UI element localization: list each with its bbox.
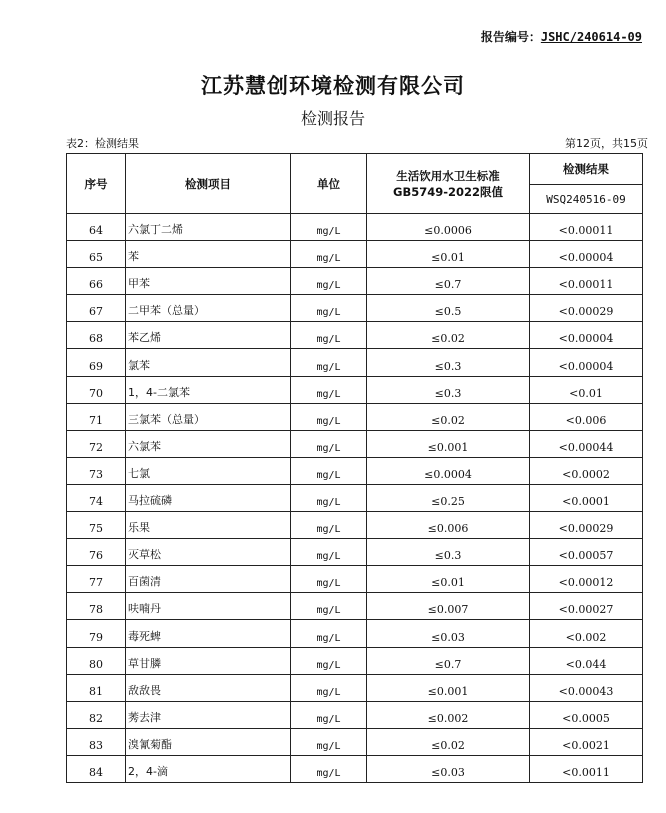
- row-limit-cell: ≤0.0004: [367, 457, 530, 484]
- row-unit-cell: mg/L: [291, 295, 367, 322]
- row-result-cell: <0.0011: [530, 755, 643, 782]
- row-item-cell: 草甘膦: [126, 647, 291, 674]
- row-seq-cell: 67: [67, 295, 126, 322]
- row-seq-cell: 74: [67, 484, 126, 511]
- table-row: [67, 349, 643, 376]
- row-seq-cell: 77: [67, 566, 126, 593]
- row-limit-cell: ≤0.01: [367, 241, 530, 268]
- row-unit-cell: mg/L: [291, 430, 367, 457]
- table-row: [67, 620, 643, 647]
- row-seq-cell: 66: [67, 268, 126, 295]
- row-item-cell: 乐果: [126, 512, 291, 539]
- row-unit-cell: mg/L: [291, 620, 367, 647]
- row-limit-cell: ≤0.001: [367, 430, 530, 457]
- row-seq-cell: 82: [67, 701, 126, 728]
- table-row: [67, 241, 643, 268]
- row-result-cell: <0.0002: [530, 457, 643, 484]
- report-number-label: 报告编号：: [480, 30, 541, 44]
- row-unit-cell: mg/L: [291, 593, 367, 620]
- row-limit-cell: ≤0.3: [367, 539, 530, 566]
- row-result-cell: <0.0005: [530, 701, 643, 728]
- row-result-cell: <0.00012: [530, 566, 643, 593]
- row-unit-cell: mg/L: [291, 349, 367, 376]
- row-limit-cell: ≤0.002: [367, 701, 530, 728]
- row-result-cell: <0.00043: [530, 674, 643, 701]
- row-result-cell: <0.00011: [530, 214, 643, 241]
- row-result-cell: <0.00011: [530, 268, 643, 295]
- row-result-cell: <0.00027: [530, 593, 643, 620]
- results-table: [66, 153, 643, 783]
- row-unit-cell: mg/L: [291, 512, 367, 539]
- row-result-cell: <0.00029: [530, 295, 643, 322]
- col-header-unit: 单位: [291, 154, 367, 214]
- row-item-cell: 百菌清: [126, 566, 291, 593]
- table-row: [67, 457, 643, 484]
- row-item-cell: 莠去津: [126, 701, 291, 728]
- row-seq-cell: 83: [67, 728, 126, 755]
- table-row: [67, 512, 643, 539]
- row-seq-cell: 71: [67, 403, 126, 430]
- company-name: 江苏慧创环境检测有限公司: [201, 74, 465, 98]
- report-number: [481, 28, 642, 45]
- table-row: [67, 430, 643, 457]
- row-limit-cell: ≤0.006: [367, 512, 530, 539]
- row-item-cell: 2，4-滴: [126, 755, 291, 782]
- table-caption: 表2：检测结果: [66, 137, 139, 150]
- row-limit-cell: ≤0.03: [367, 620, 530, 647]
- row-seq-cell: 68: [67, 322, 126, 349]
- col-header-result: 检测结果: [530, 154, 643, 185]
- row-limit-cell: ≤0.25: [367, 484, 530, 511]
- row-unit-cell: mg/L: [291, 539, 367, 566]
- table-row: [67, 701, 643, 728]
- row-item-cell: 毒死蜱: [126, 620, 291, 647]
- row-unit-cell: mg/L: [291, 647, 367, 674]
- row-result-cell: <0.00057: [530, 539, 643, 566]
- row-unit-cell: mg/L: [291, 674, 367, 701]
- row-limit-cell: ≤0.001: [367, 674, 530, 701]
- row-limit-cell: ≤0.3: [367, 376, 530, 403]
- row-seq-cell: 75: [67, 512, 126, 539]
- row-unit-cell: mg/L: [291, 268, 367, 295]
- row-item-cell: 敌敌畏: [126, 674, 291, 701]
- report-number-value: JSHC/240614-09: [540, 30, 642, 44]
- table-row: [67, 755, 643, 782]
- table-row: [67, 539, 643, 566]
- row-limit-cell: ≤0.5: [367, 295, 530, 322]
- row-item-cell: 苯: [126, 241, 291, 268]
- row-result-cell: <0.006: [530, 403, 643, 430]
- document-title: 检测报告: [300, 109, 365, 128]
- row-item-cell: 三氯苯（总量）: [126, 403, 291, 430]
- table-row: [67, 322, 643, 349]
- col-header-seq: 序号: [67, 154, 126, 214]
- row-unit-cell: mg/L: [291, 322, 367, 349]
- row-result-cell: <0.00004: [530, 322, 643, 349]
- row-item-cell: 甲苯: [126, 268, 291, 295]
- row-seq-cell: 72: [67, 430, 126, 457]
- col-header-item: 检测项目: [126, 154, 291, 214]
- row-limit-cell: ≤0.03: [367, 755, 530, 782]
- row-result-cell: <0.002: [530, 620, 643, 647]
- col-header-standard-text: 生活饮用水卫生标准 GB5749-2022限值: [393, 168, 503, 199]
- table-row: [67, 728, 643, 755]
- table-row: [67, 376, 643, 403]
- row-limit-cell: ≤0.7: [367, 268, 530, 295]
- row-limit-cell: ≤0.007: [367, 593, 530, 620]
- row-result-cell: <0.01: [530, 376, 643, 403]
- table-row: [67, 593, 643, 620]
- page-info: 第12页，共15页: [565, 137, 648, 150]
- row-seq-cell: 80: [67, 647, 126, 674]
- row-limit-cell: ≤0.02: [367, 728, 530, 755]
- row-unit-cell: mg/L: [291, 376, 367, 403]
- row-unit-cell: mg/L: [291, 701, 367, 728]
- table-row: [67, 214, 643, 241]
- col-header-standard: [367, 154, 530, 214]
- table-row: [67, 484, 643, 511]
- table-row: [67, 566, 643, 593]
- row-result-cell: <0.044: [530, 647, 643, 674]
- row-limit-cell: ≤0.7: [367, 647, 530, 674]
- row-item-cell: 六氯丁二烯: [126, 214, 291, 241]
- col-header-sample-id: WSQ240516-09: [530, 185, 643, 214]
- row-unit-cell: mg/L: [291, 566, 367, 593]
- row-item-cell: 七氯: [126, 457, 291, 484]
- row-item-cell: 1，4-二氯苯: [126, 376, 291, 403]
- row-result-cell: <0.00029: [530, 512, 643, 539]
- row-unit-cell: mg/L: [291, 241, 367, 268]
- row-unit-cell: mg/L: [291, 755, 367, 782]
- row-limit-cell: ≤0.0006: [367, 214, 530, 241]
- row-unit-cell: mg/L: [291, 403, 367, 430]
- row-result-cell: <0.00004: [530, 241, 643, 268]
- row-item-cell: 苯乙烯: [126, 322, 291, 349]
- row-result-cell: <0.0021: [530, 728, 643, 755]
- row-seq-cell: 79: [67, 620, 126, 647]
- row-item-cell: 六氯苯: [126, 430, 291, 457]
- row-item-cell: 二甲苯（总量）: [126, 295, 291, 322]
- row-seq-cell: 65: [67, 241, 126, 268]
- row-item-cell: 马拉硫磷: [126, 484, 291, 511]
- row-item-cell: 溴氰菊酯: [126, 728, 291, 755]
- row-limit-cell: ≤0.02: [367, 403, 530, 430]
- row-seq-cell: 69: [67, 349, 126, 376]
- row-unit-cell: mg/L: [291, 728, 367, 755]
- row-limit-cell: ≤0.02: [367, 322, 530, 349]
- table-row: [67, 295, 643, 322]
- row-seq-cell: 73: [67, 457, 126, 484]
- table-row: [67, 674, 643, 701]
- row-seq-cell: 70: [67, 376, 126, 403]
- row-item-cell: 灭草松: [126, 539, 291, 566]
- row-seq-cell: 78: [67, 593, 126, 620]
- row-seq-cell: 84: [67, 755, 126, 782]
- row-result-cell: <0.0001: [530, 484, 643, 511]
- row-result-cell: <0.00044: [530, 430, 643, 457]
- row-unit-cell: mg/L: [291, 457, 367, 484]
- row-unit-cell: mg/L: [291, 214, 367, 241]
- row-limit-cell: ≤0.01: [367, 566, 530, 593]
- row-item-cell: 呋喃丹: [126, 593, 291, 620]
- row-seq-cell: 81: [67, 674, 126, 701]
- row-seq-cell: 76: [67, 539, 126, 566]
- row-limit-cell: ≤0.3: [367, 349, 530, 376]
- table-row: [67, 647, 643, 674]
- table-row: [67, 403, 643, 430]
- row-result-cell: <0.00004: [530, 349, 643, 376]
- row-seq-cell: 64: [67, 214, 126, 241]
- row-item-cell: 氯苯: [126, 349, 291, 376]
- table-row: [67, 268, 643, 295]
- row-unit-cell: mg/L: [291, 484, 367, 511]
